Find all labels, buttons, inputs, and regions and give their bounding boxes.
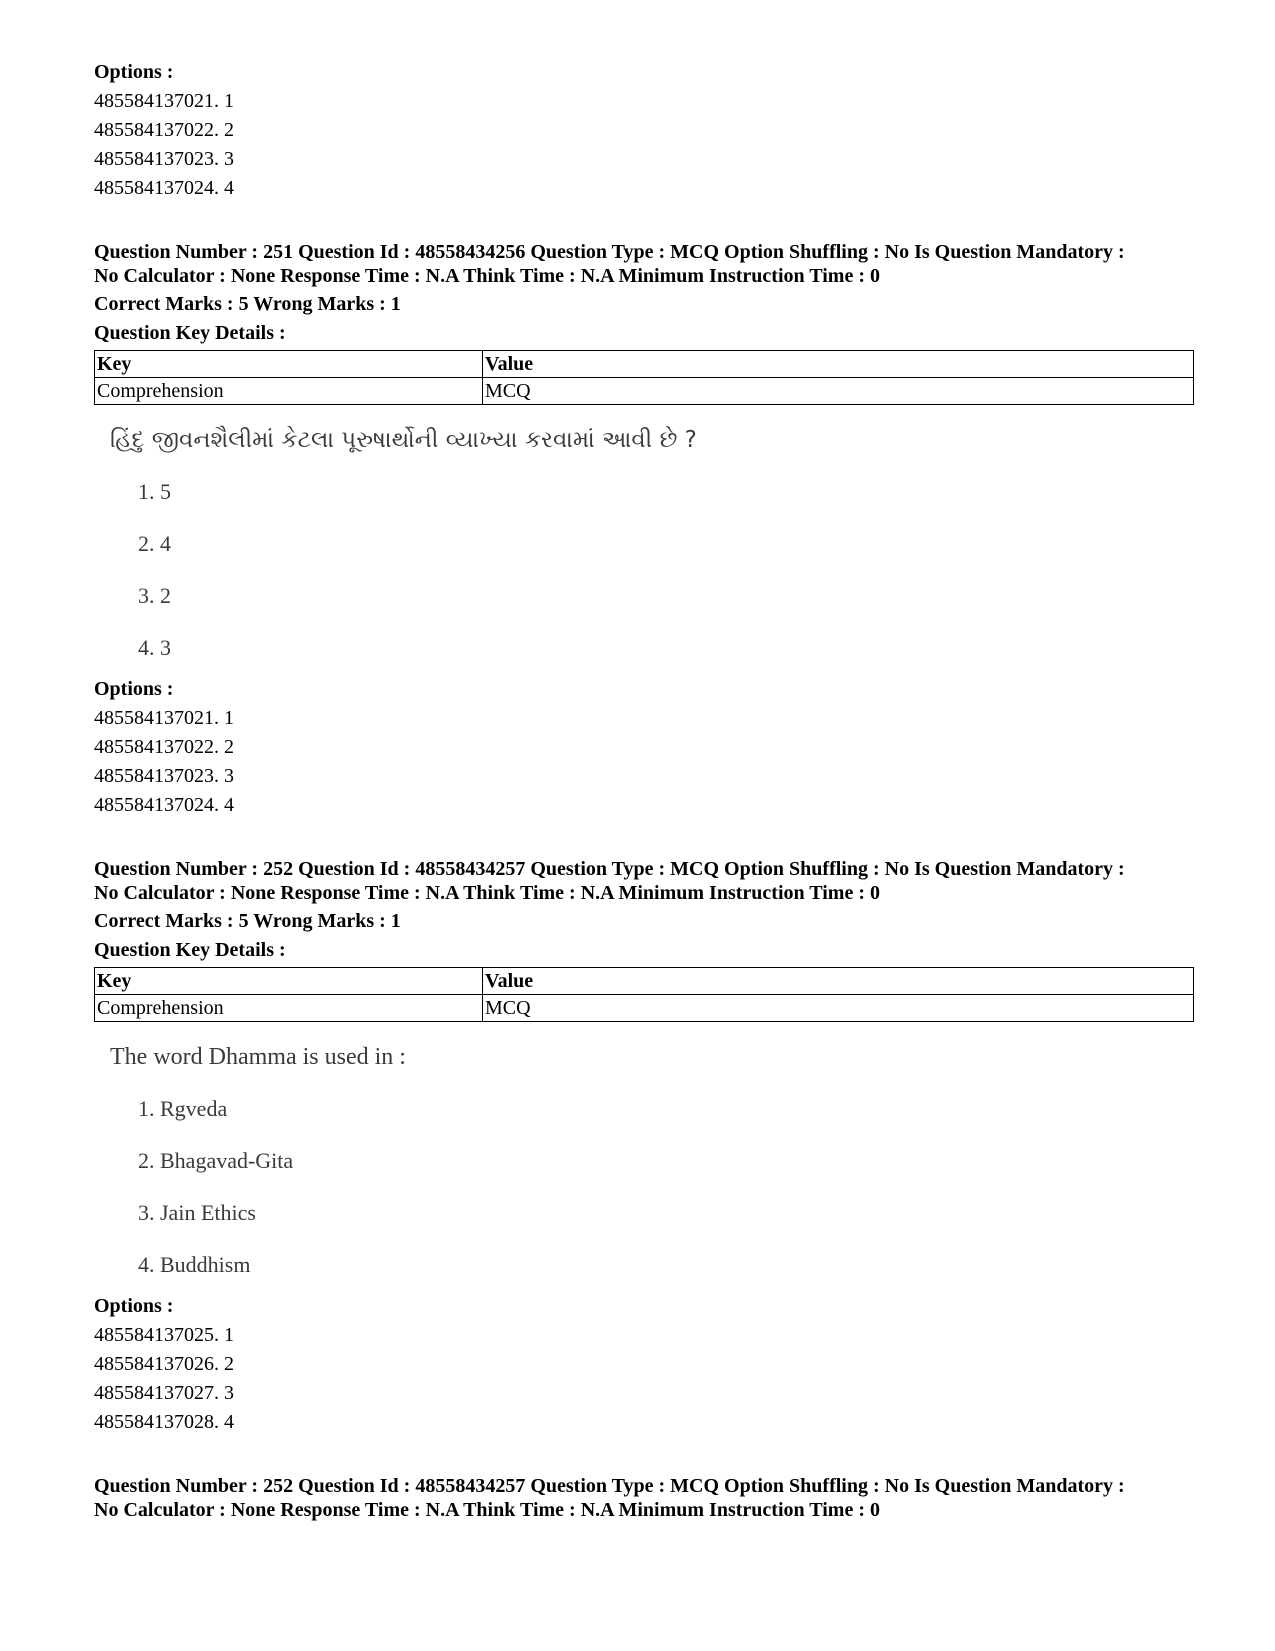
- question-header-line1: Question Number : 251 Question Id : 48558434256 Question Type : MCQ Option Shuffling : No Is Question Mandatory :: [94, 241, 1125, 263]
- key-cell: Comprehension: [95, 378, 483, 405]
- options-label: Options :: [94, 678, 174, 700]
- choice-item: 3. 2: [138, 583, 171, 608]
- table-header-row: [95, 351, 1194, 378]
- question-text: The word Dhamma is used in :: [110, 1044, 406, 1070]
- option-item: 485584137027. 3: [94, 1382, 234, 1404]
- question-252: [94, 857, 1194, 1437]
- key-details-table: [94, 967, 1194, 1022]
- question-text: હિંદુ જીવનશૈલીમાં કેટલા પૂરુષાર્થોની વ્યાખ્યા કરવામાં આવી છે ?: [110, 427, 697, 453]
- question-header-line2: No Calculator : None Response Time : N.A Think Time : N.A Minimum Instruction Time : 0: [94, 882, 880, 904]
- question-251: [94, 240, 1194, 820]
- key-header: Key: [95, 351, 483, 378]
- key-details-label: Question Key Details :: [94, 939, 286, 961]
- question-header-bottom: [94, 1474, 1194, 1522]
- value-cell: MCQ: [483, 378, 1194, 405]
- option-item: 485584137025. 1: [94, 1324, 234, 1346]
- option-item: 485584137024. 4: [94, 794, 234, 816]
- table-header-row: [95, 968, 1194, 995]
- key-cell: Comprehension: [95, 995, 483, 1022]
- options-block-top: [94, 58, 1194, 203]
- marks-line: Correct Marks : 5 Wrong Marks : 1: [94, 293, 401, 315]
- choice-item: 3. Jain Ethics: [138, 1200, 256, 1225]
- value-header: Value: [483, 351, 1194, 378]
- key-details-table: [94, 350, 1194, 405]
- table-row: [95, 995, 1194, 1022]
- question-header-line2: No Calculator : None Response Time : N.A Think Time : N.A Minimum Instruction Time : 0: [94, 1499, 880, 1521]
- value-header: Value: [483, 968, 1194, 995]
- options-label: Options :: [94, 1295, 174, 1317]
- choice-item: 2. 4: [138, 531, 171, 556]
- choice-item: 1. 5: [138, 479, 171, 504]
- value-cell: MCQ: [483, 995, 1194, 1022]
- choice-item: 4. 3: [138, 635, 171, 660]
- option-item: 485584137028. 4: [94, 1411, 234, 1433]
- document-page: [94, 58, 1194, 1522]
- option-item: 485584137023. 3: [94, 765, 234, 787]
- options-label: Options :: [94, 61, 174, 83]
- option-item: 485584137023. 3: [94, 148, 234, 170]
- choice-item: 1. Rgveda: [138, 1096, 228, 1121]
- key-details-label: Question Key Details :: [94, 322, 286, 344]
- choice-item: 2. Bhagavad-Gita: [138, 1148, 294, 1173]
- question-header-line2: No Calculator : None Response Time : N.A Think Time : N.A Minimum Instruction Time : 0: [94, 265, 880, 287]
- question-image: [94, 405, 1194, 663]
- option-item: 485584137022. 2: [94, 736, 234, 758]
- question-header-line1: Question Number : 252 Question Id : 48558434257 Question Type : MCQ Option Shuffling : No Is Question Mandatory :: [94, 1475, 1125, 1497]
- question-header-line1: Question Number : 252 Question Id : 48558434257 Question Type : MCQ Option Shuffling : No Is Question Mandatory :: [94, 858, 1125, 880]
- option-item: 485584137021. 1: [94, 707, 234, 729]
- table-row: [95, 378, 1194, 405]
- option-item: 485584137024. 4: [94, 177, 234, 199]
- question-image: [94, 1022, 1194, 1280]
- option-item: 485584137026. 2: [94, 1353, 234, 1375]
- marks-line: Correct Marks : 5 Wrong Marks : 1: [94, 910, 401, 932]
- option-item: 485584137022. 2: [94, 119, 234, 141]
- option-item: 485584137021. 1: [94, 90, 234, 112]
- choice-item: 4. Buddhism: [138, 1252, 251, 1277]
- key-header: Key: [95, 968, 483, 995]
